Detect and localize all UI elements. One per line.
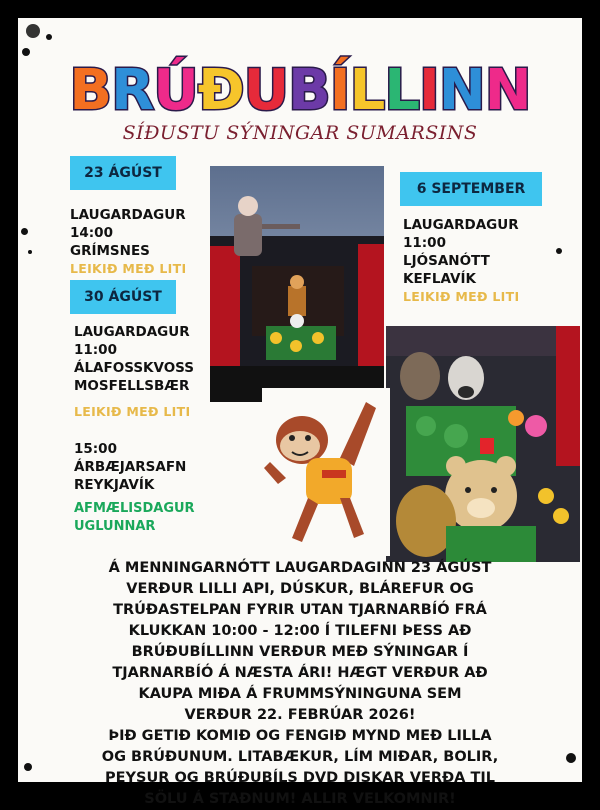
event-day: LAUGARDAGUR: [403, 217, 519, 233]
announcement-line: KAUPA MIÐA Á FRUMMSÝNINGUNA SEM: [138, 686, 462, 702]
paint-splatter-top-left-2: [46, 34, 52, 40]
event-note: LEIKIÐ MEÐ LITI: [403, 289, 520, 304]
event-time: 15:00: [74, 441, 117, 457]
date-badge-6-september: 6 SEPTEMBER: [400, 172, 542, 206]
event-location: ÁRBÆJARSAFN: [74, 459, 187, 475]
event-town: REYKJAVÍK: [74, 477, 155, 493]
event-location: GRÍMSNES: [70, 243, 150, 259]
puppets-photo: [386, 326, 580, 562]
title-letter: B: [288, 58, 330, 123]
event-note: LEIKIÐ MEÐ LITI: [70, 261, 187, 276]
event-day: LAUGARDAGUR: [74, 324, 190, 340]
announcement-line: SÖLU Á STAÐNUM! ALLIR VELKOMNIR!: [144, 791, 456, 807]
title-letter: N: [438, 58, 485, 123]
announcement-text: [28, 558, 572, 810]
poster: [18, 18, 582, 807]
announcement-line: VERÐUR 22. FEBRÚAR 2026!: [184, 707, 416, 723]
event-arbaejarsafn: [74, 440, 195, 536]
event-town: MOSFELLSBÆR: [74, 378, 190, 394]
announcement-line: TRÚÐASTELPAN FYRIR UTAN TJARNARBÍÓ FRÁ: [113, 602, 487, 618]
event-23-agust: [70, 206, 186, 278]
title-letter: I: [419, 58, 439, 123]
date-badge-23-agust: 23 ÁGÚST: [70, 156, 176, 190]
paint-splatter-top-left-3: [22, 48, 30, 56]
puppets-illustration: [386, 326, 580, 562]
monkey-puppet-illustration: [262, 388, 390, 556]
event-location: LJÓSANÓTT: [403, 253, 490, 269]
event-day: LAUGARDAGUR: [70, 207, 186, 223]
announcement-line: Á MENNINGARNÓTT LAUGARDAGINN 23 ÁGÚST: [108, 560, 492, 576]
title-letter: Ð: [197, 58, 244, 123]
event-note: LEIKIÐ MEÐ LITI: [74, 404, 191, 419]
poster-title: [18, 58, 582, 123]
title-letter: Ú: [153, 58, 198, 123]
announcement-line: KLUKKAN 10:00 - 12:00 Í TILEFNI ÞESS AÐ: [128, 623, 472, 639]
announcement-line: VERÐUR LILLI API, DÚSKUR, BLÁREFUR OG: [126, 581, 474, 597]
title-letter: L: [384, 58, 419, 123]
announcement-line: PEYSUR OG BRÚÐUBÍLS DVD DISKAR VERÐA TIL: [105, 770, 495, 786]
event-town: KEFLAVÍK: [403, 271, 476, 287]
puppet-theatre-photo: [210, 166, 384, 402]
event-time: 14:00: [70, 225, 113, 241]
event-time: 11:00: [74, 342, 117, 358]
puppet-theatre-illustration: [210, 166, 384, 402]
announcement-line: TJARNARBÍÓ Á NÆSTA ÁRI! HÆGT VERÐUR AÐ: [112, 665, 488, 681]
event-location: ÁLAFOSSKVOSS: [74, 360, 195, 376]
event-6-september: [403, 216, 519, 306]
title-letter: R: [111, 58, 154, 123]
event-30-agust: [74, 323, 194, 421]
event-note-line-2: UGLUNNAR: [74, 519, 156, 534]
announcement-line: OG BRÚÐUNUM. LITABÆKUR, LÍM MIÐAR, BOLIR,: [101, 749, 499, 765]
paint-splatter-left-2: [28, 250, 32, 254]
paint-splatter-top-right: [556, 248, 562, 254]
poster-subtitle: SÍÐUSTU SÝNINGAR SUMARSINS: [122, 122, 478, 144]
date-badge-30-agust: 30 ÁGÚST: [70, 280, 176, 314]
announcement-line: ÞIÐ GETIÐ KOMIÐ OG FENGIÐ MYND MEÐ LILLA: [108, 728, 492, 744]
title-letter: B: [69, 58, 112, 123]
announcement-line: BRÚÐUBÍLLINN VERÐUR MEÐ SÝNINGAR Í: [131, 644, 469, 660]
paint-splatter-left: [21, 228, 28, 235]
title-letter: N: [484, 58, 531, 123]
title-letter: L: [349, 58, 385, 123]
title-letter: U: [243, 58, 289, 123]
event-note-line-1: AFMÆLISDAGUR: [74, 501, 195, 516]
monkey-puppet-photo: [262, 388, 390, 556]
paint-splatter-top-left: [26, 24, 40, 38]
title-letter: Í: [329, 58, 350, 123]
event-time: 11:00: [403, 235, 446, 251]
